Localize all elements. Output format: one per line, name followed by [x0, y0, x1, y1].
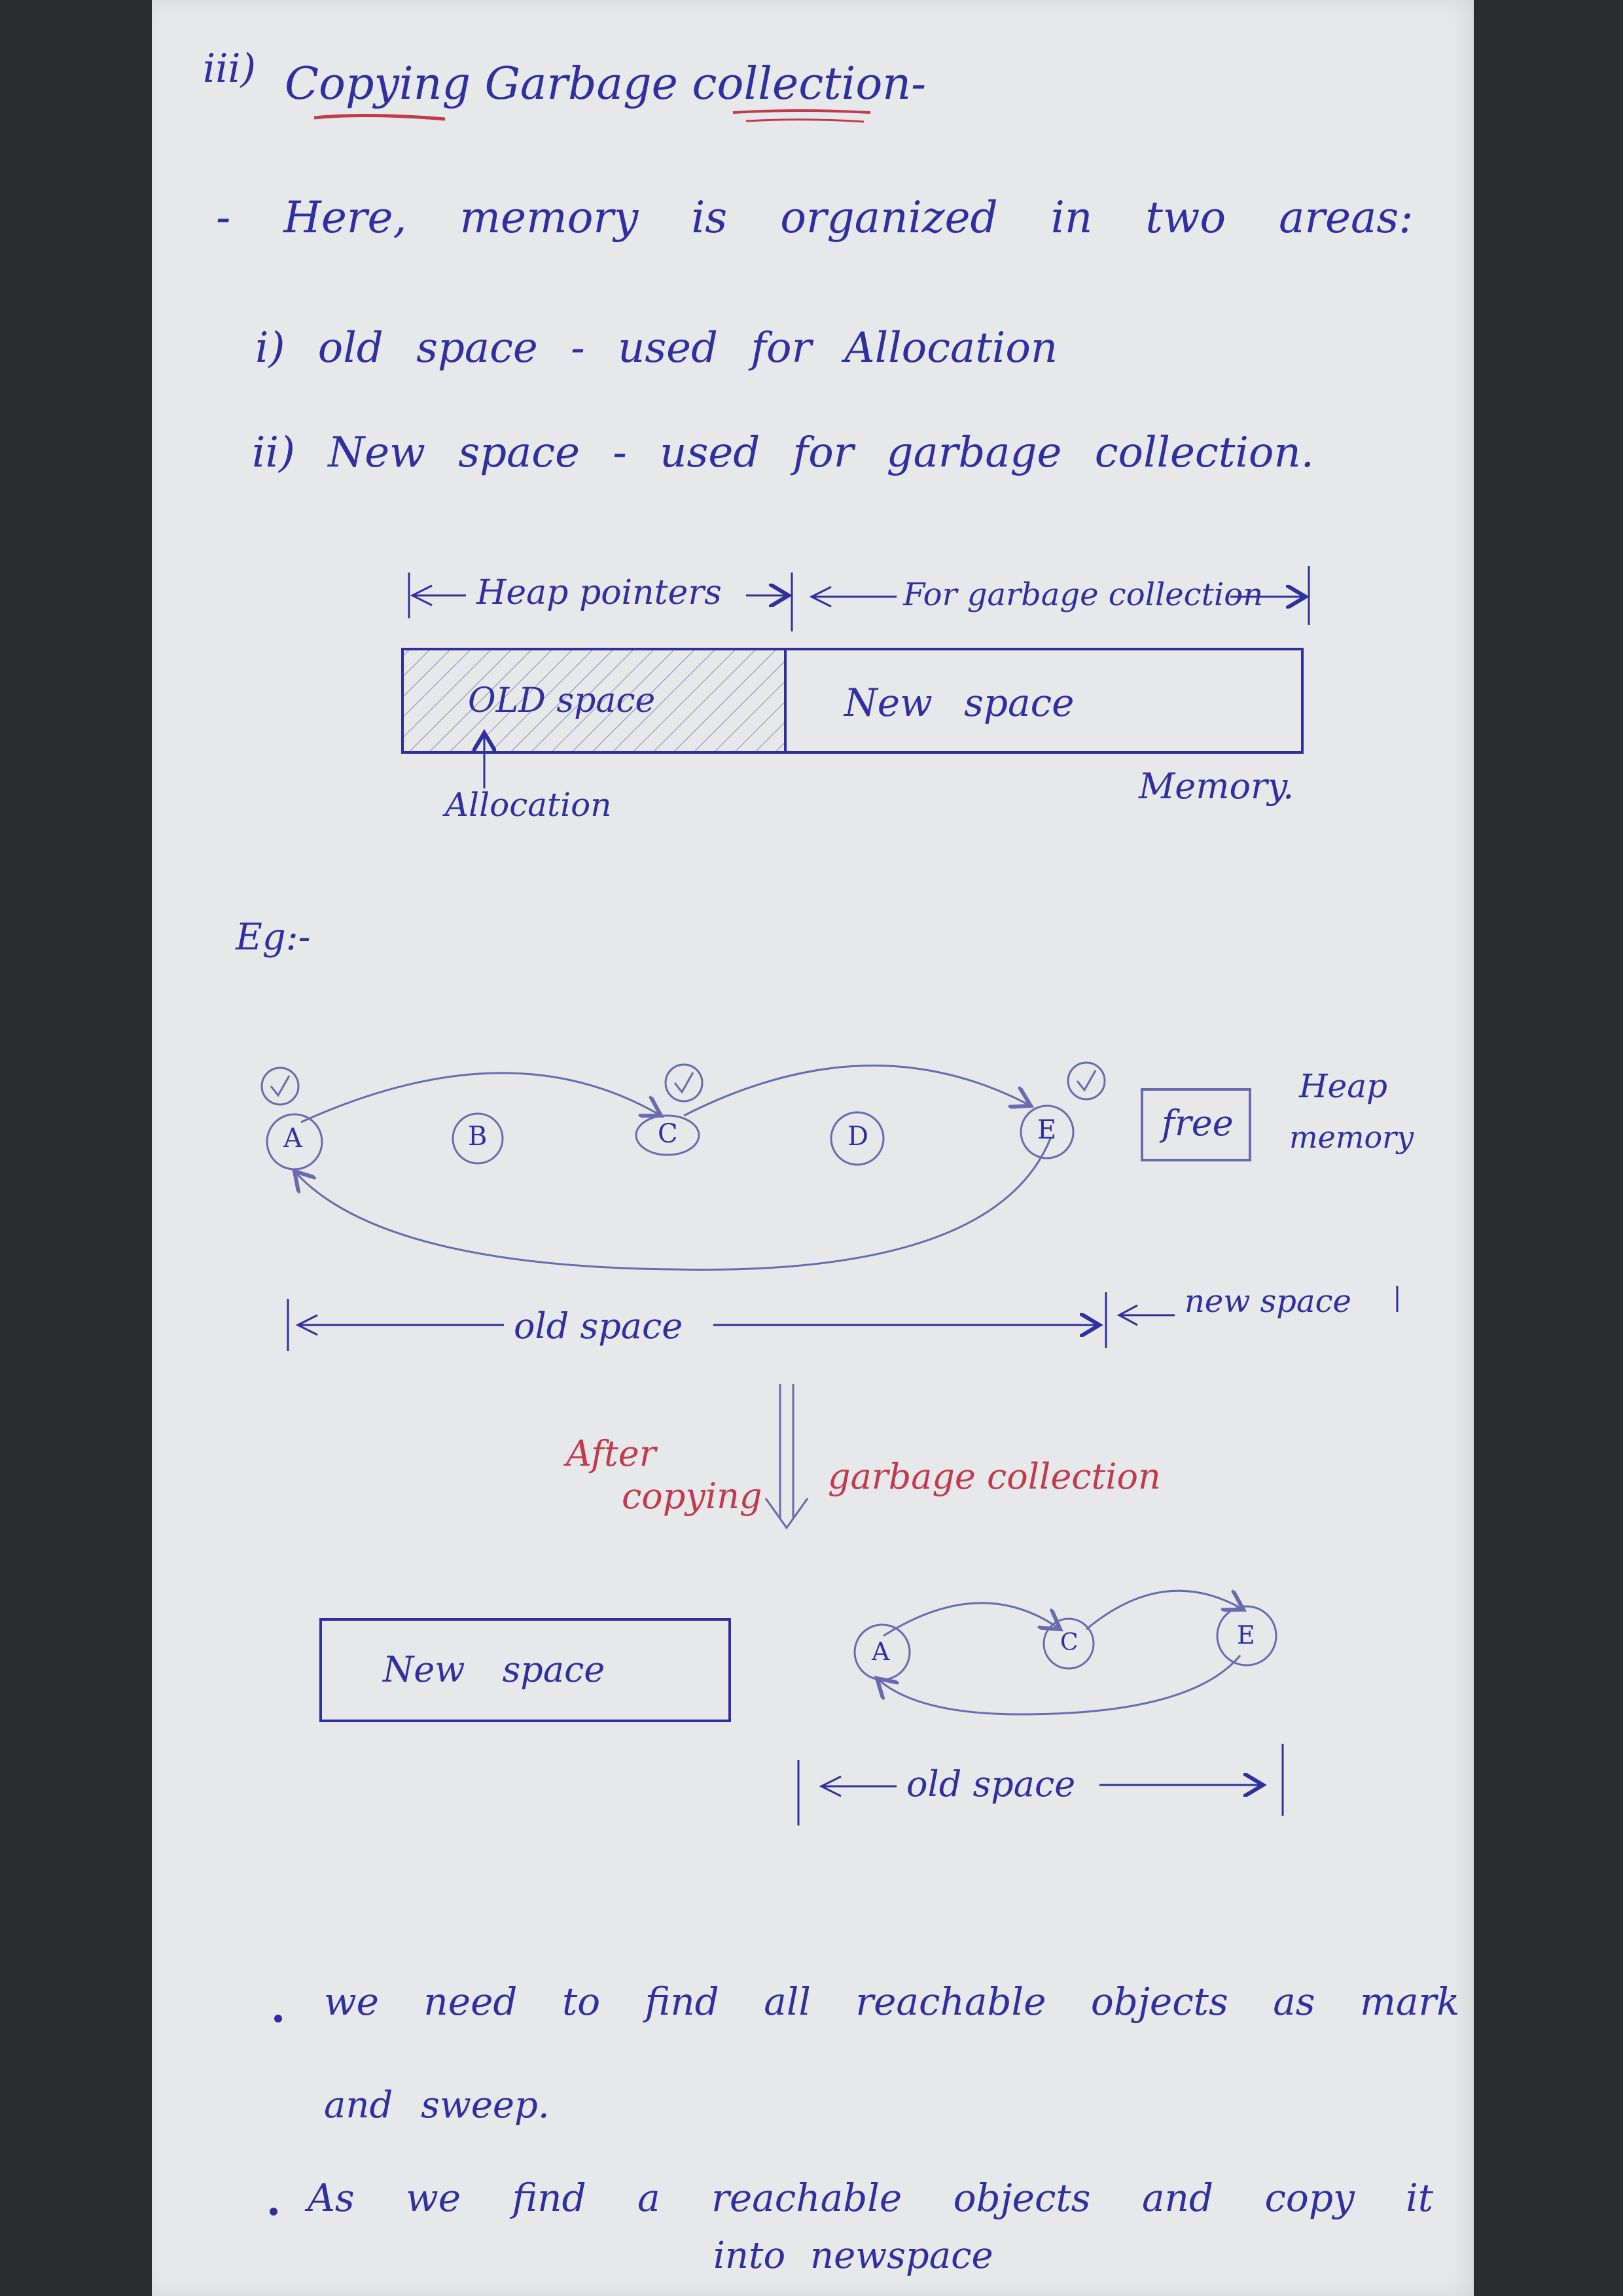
after-label: After	[566, 1433, 656, 1474]
node-c-label: C	[658, 1119, 678, 1149]
new-space-label: New space	[844, 680, 1075, 725]
node-e-label: E	[1037, 1115, 1057, 1145]
check-icon-e	[1068, 1063, 1105, 1099]
area-old-space: i) old space - used for Allocation	[255, 324, 1058, 372]
new-space-range-label: new space	[1185, 1283, 1351, 1320]
heap-pointers-label: Heap pointers	[476, 573, 722, 612]
node-b-label: B	[468, 1122, 488, 1152]
copying-label: copying	[622, 1475, 762, 1517]
title-underline-2	[733, 111, 870, 113]
copied-node-e-label: E	[1237, 1621, 1255, 1650]
heap-label: Heap	[1299, 1067, 1388, 1105]
memory-label: Memory.	[1139, 766, 1294, 807]
title-underline-1	[314, 115, 445, 119]
check-icon-c	[666, 1065, 702, 1101]
gc-label: garbage collection	[828, 1456, 1161, 1497]
free-label: free	[1162, 1103, 1234, 1144]
copied-node-a-label: A	[872, 1637, 890, 1666]
bullet-dot-1	[274, 2015, 282, 2022]
bullet-1-line-2: and sweep.	[324, 2084, 550, 2127]
intro-text: - Here, memory is organized in two areas:	[216, 192, 1414, 243]
new-space-box-label: New space	[383, 1649, 605, 1690]
bullet-2-line-2: into newspace	[713, 2234, 993, 2277]
node-d-label: D	[847, 1122, 869, 1152]
copied-node-c-label: C	[1060, 1629, 1079, 1656]
area-new-space: ii) New space - used for garbage collection.	[252, 429, 1314, 477]
old-space-range-label: old space	[514, 1305, 683, 1347]
allocation-label: Allocation	[445, 786, 612, 824]
check-icon-a	[262, 1068, 298, 1104]
memory-word-label: memory	[1289, 1120, 1414, 1155]
old-space-label: OLD space	[468, 681, 656, 720]
section-title: Copying Garbage collection-	[285, 58, 927, 110]
bullet-2-line-1: As we find a reachable objects and copy it	[308, 2176, 1434, 2220]
node-a-label: A	[283, 1123, 302, 1154]
section-number: iii)	[203, 46, 256, 92]
for-gc-label: For garbage collection	[903, 576, 1264, 613]
title-underline-3	[746, 120, 864, 122]
bullet-1-line-1: we need to find all reachable objects as mark	[324, 1979, 1460, 2024]
example-label: Eg:-	[236, 916, 311, 959]
bullet-dot-2	[270, 2208, 277, 2216]
old-space-after-label: old space	[906, 1763, 1076, 1805]
